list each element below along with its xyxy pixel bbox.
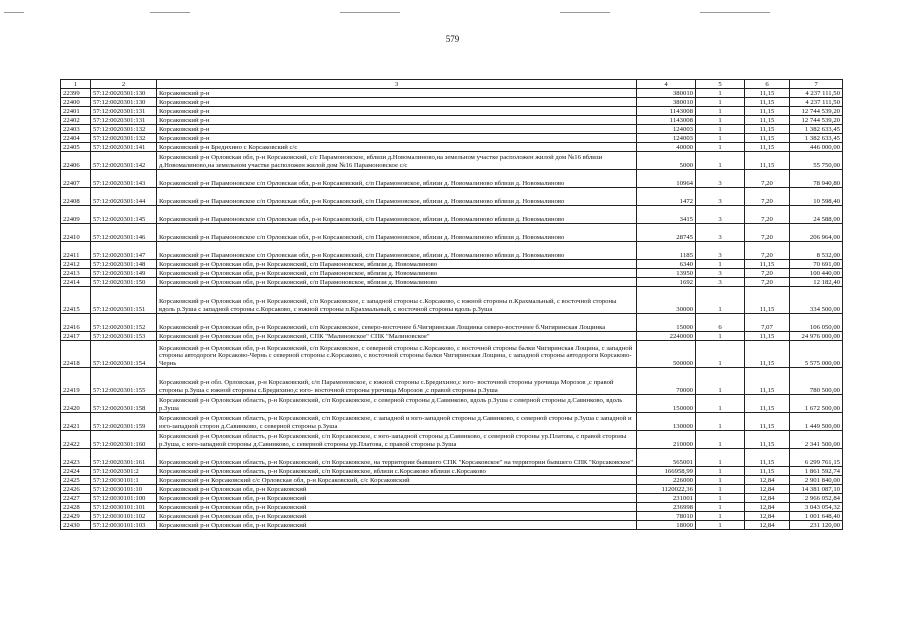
category-value: 3 [696, 206, 745, 224]
scan-artifact [340, 12, 400, 13]
cadastral-value: 206 964,00 [790, 224, 843, 242]
scan-artifact [560, 12, 610, 13]
area-value: 124003 [637, 125, 696, 134]
area-value: 150000 [637, 395, 696, 413]
location-description: Корсаковский р-н Орловская область, р-н Корсаковский, с/п Корсаковское, на территории бывшего СПК "Корсаковское" на территории бывшего СПК "Корсаковское" [157, 449, 637, 467]
category-value: 1 [696, 134, 745, 143]
table-row [61, 143, 843, 152]
rate-value: 11,15 [745, 152, 790, 170]
category-value: 6 [696, 314, 745, 332]
cadastral-number: 57:12:0020301:145 [91, 206, 157, 224]
cadastral-number: 57:12:0020301:153 [91, 332, 157, 341]
cadastral-value: 231 120,00 [790, 521, 843, 530]
cadastral-number: 57:12:0020301:130 [91, 89, 157, 98]
category-value: 1 [696, 521, 745, 530]
area-value: 1185 [637, 242, 696, 260]
rate-value: 12,84 [745, 521, 790, 530]
rate-value: 7,07 [745, 314, 790, 332]
cadastral-value: 24 588,00 [790, 206, 843, 224]
area-value: 15000 [637, 314, 696, 332]
rate-value: 12,84 [745, 476, 790, 485]
table-row [61, 206, 843, 224]
cadastral-value: 446 000,00 [790, 143, 843, 152]
row-number: 22402 [61, 116, 91, 125]
table-row [61, 332, 843, 341]
category-value: 1 [696, 431, 745, 449]
category-value: 1 [696, 503, 745, 512]
page-number: 579 [445, 34, 460, 44]
category-value: 1 [696, 485, 745, 494]
cadastral-value: 12 744 539,20 [790, 116, 843, 125]
area-value: 3415 [637, 206, 696, 224]
row-number: 22417 [61, 332, 91, 341]
row-number: 22414 [61, 278, 91, 287]
category-value: 1 [696, 89, 745, 98]
location-description: Корсаковский р-н Бредихино с Корсаковский с/с [157, 143, 637, 152]
location-description: Корсаковский р-н Парамоновское с/п Орловская обл, р-н Корсаковский, с/п Парамоновское, вблизи д. Новомалиново вблизи д. Новомалиново [157, 224, 637, 242]
category-value: 1 [696, 467, 745, 476]
cadastral-value: 4 237 111,50 [790, 98, 843, 107]
cadastral-number: 57:12:0030101:102 [91, 512, 157, 521]
row-number: 22407 [61, 170, 91, 188]
cadastral-number: 57:12:0020301:2 [91, 467, 157, 476]
cadastral-value: 106 050,00 [790, 314, 843, 332]
row-number: 22420 [61, 395, 91, 413]
area-value: 166958,99 [637, 467, 696, 476]
category-value: 1 [696, 476, 745, 485]
category-value: 1 [696, 395, 745, 413]
rate-value: 11,15 [745, 287, 790, 314]
area-value: 380010 [637, 89, 696, 98]
cadastral-number: 57:12:0020301:150 [91, 278, 157, 287]
cadastral-number: 57:12:0020301:131 [91, 107, 157, 116]
rate-value: 7,20 [745, 170, 790, 188]
row-number: 22424 [61, 467, 91, 476]
location-description: Корсаковский р-н [157, 134, 637, 143]
category-value: 1 [696, 332, 745, 341]
cadastral-number: 57:12:0020301:161 [91, 449, 157, 467]
table-row [61, 107, 843, 116]
category-value: 3 [696, 278, 745, 287]
row-number: 22430 [61, 521, 91, 530]
table-row [61, 116, 843, 125]
rate-value: 11,15 [745, 143, 790, 152]
area-value: 28745 [637, 224, 696, 242]
area-value: 500000 [637, 341, 696, 368]
cadastral-value: 2 966 052,84 [790, 494, 843, 503]
area-value: 5000 [637, 152, 696, 170]
cadastral-number: 57:12:0020301:130 [91, 98, 157, 107]
rate-value: 11,15 [745, 341, 790, 368]
location-description: Корсаковский р-н [157, 125, 637, 134]
column-header: 1 [61, 80, 91, 89]
category-value: 1 [696, 116, 745, 125]
area-value: 380010 [637, 98, 696, 107]
table-row [61, 467, 843, 476]
area-value: 40000 [637, 143, 696, 152]
area-value: 1692 [637, 278, 696, 287]
cadastral-value: 24 976 000,00 [790, 332, 843, 341]
row-number: 22410 [61, 224, 91, 242]
cadastral-number: 57:12:0020301:149 [91, 269, 157, 278]
row-number: 22418 [61, 341, 91, 368]
category-value: 1 [696, 512, 745, 521]
category-value: 3 [696, 170, 745, 188]
cadastral-value: 334 500,00 [790, 287, 843, 314]
area-value: 1472 [637, 188, 696, 206]
table-row [61, 341, 843, 368]
cadastral-number: 57:12:0020301:155 [91, 368, 157, 395]
table-row [61, 494, 843, 503]
location-description: Корсаковский р-н Орловская обл, р-н Корсаковский [157, 485, 637, 494]
rate-value: 11,15 [745, 332, 790, 341]
cadastral-value: 78 940,80 [790, 170, 843, 188]
area-value: 124003 [637, 134, 696, 143]
location-description: Корсаковский р-н [157, 107, 637, 116]
rate-value: 12,84 [745, 494, 790, 503]
cadastral-number: 57:12:0020301:144 [91, 188, 157, 206]
cadastral-number: 57:12:0020301:141 [91, 143, 157, 152]
cadastral-number: 57:12:0020301:158 [91, 395, 157, 413]
cadastral-value: 2 901 840,00 [790, 476, 843, 485]
cadastral-value: 1 449 500,00 [790, 413, 843, 431]
table-row [61, 152, 843, 170]
location-description: Корсаковский р-н Орловская обл, р-н Корсаковский [157, 512, 637, 521]
row-number: 22428 [61, 503, 91, 512]
table-row [61, 287, 843, 314]
table-row [61, 449, 843, 467]
cadastral-value: 780 500,00 [790, 368, 843, 395]
row-number: 22412 [61, 260, 91, 269]
row-number: 22421 [61, 413, 91, 431]
cadastral-number: 57:12:0020301:147 [91, 242, 157, 260]
category-value: 1 [696, 260, 745, 269]
rate-value: 11,15 [745, 431, 790, 449]
area-value: 130000 [637, 413, 696, 431]
table-row [61, 485, 843, 494]
area-value: 10964 [637, 170, 696, 188]
location-description: Корсаковский р-н Орловская обл, р-н Корсаковский, с/п Парамоновское, вблизи д. Новомалиново [157, 260, 637, 269]
area-value: 210000 [637, 431, 696, 449]
category-value: 3 [696, 224, 745, 242]
row-number: 22411 [61, 242, 91, 260]
location-description: Корсаковский р-н Орловская область, р-н Корсаковский, с/п Корсаковское, вблизи с.Корсаково вблизи с.Корсаково [157, 467, 637, 476]
location-description: Корсаковский р-н Орловская область, р-н Корсаковский, с/п Корсаковское, с западной и юго-западной стороны д.Савинково, с северной стороны р.Зуша с западной и юго-западной сторон д.Савинково, с северной стороны р.Зуша [157, 413, 637, 431]
table-row [61, 269, 843, 278]
location-description: Корсаковский р-н Орловская обл, р-н Корсаковский [157, 521, 637, 530]
table-row [61, 125, 843, 134]
row-number: 22423 [61, 449, 91, 467]
row-number: 22413 [61, 269, 91, 278]
table-row [61, 242, 843, 260]
cadastral-number: 57:12:0020301:132 [91, 125, 157, 134]
category-value: 1 [696, 413, 745, 431]
column-header: 2 [91, 80, 157, 89]
row-number: 22406 [61, 152, 91, 170]
table-row [61, 260, 843, 269]
column-header: 6 [745, 80, 790, 89]
row-number: 22416 [61, 314, 91, 332]
rate-value: 11,15 [745, 395, 790, 413]
rate-value: 11,15 [745, 413, 790, 431]
category-value: 1 [696, 341, 745, 368]
cadastral-value: 70 691,00 [790, 260, 843, 269]
column-header: 3 [157, 80, 637, 89]
rate-value: 12,84 [745, 512, 790, 521]
area-value: 236998 [637, 503, 696, 512]
location-description: Корсаковский р-н Корсаковский с/с Орловская обл, р-н Корсаковский, с/с Корсаковский [157, 476, 637, 485]
cadastral-number: 57:12:0020301:152 [91, 314, 157, 332]
table-row [61, 395, 843, 413]
area-value: 226000 [637, 476, 696, 485]
table-row [61, 224, 843, 242]
rate-value: 11,15 [745, 368, 790, 395]
land-registry-table [60, 79, 843, 530]
cadastral-value: 100 440,00 [790, 269, 843, 278]
location-description: Корсаковский р-н Орловская обл, р-н Корсаковский, с/п Корсаковское, с северной стороны с.Корсаково, с восточной стороны балки Чигиринская Лощина, с западной стороны автодороги Корсаково-Чернь с северной стороны с.Корсаково, с восточной стороны балки Чигиринская Лощина, с западной стороны автодороги Корсаково-Чернь [157, 341, 637, 368]
category-value: 3 [696, 188, 745, 206]
category-value: 1 [696, 98, 745, 107]
row-number: 22415 [61, 287, 91, 314]
row-number: 22405 [61, 143, 91, 152]
row-number: 22404 [61, 134, 91, 143]
category-value: 1 [696, 368, 745, 395]
column-header: 4 [637, 80, 696, 89]
rate-value: 11,15 [745, 98, 790, 107]
cadastral-number: 57:12:0030101:101 [91, 503, 157, 512]
location-description: Корсаковский р-н [157, 89, 637, 98]
cadastral-value: 1 382 633,45 [790, 125, 843, 134]
location-description: Корсаковский р-н Орловская обл, р-н Корсаковский, СПК "Малиновское" СПК "Малиновское" [157, 332, 637, 341]
category-value: 1 [696, 143, 745, 152]
location-description: Корсаковский р-н Орловская обл, р-н Корсаковский [157, 503, 637, 512]
table-row [61, 89, 843, 98]
area-value: 78010 [637, 512, 696, 521]
area-value: 18000 [637, 521, 696, 530]
area-value: 231001 [637, 494, 696, 503]
rate-value: 7,20 [745, 188, 790, 206]
row-number: 22409 [61, 206, 91, 224]
category-value: 1 [696, 125, 745, 134]
row-number: 22401 [61, 107, 91, 116]
scan-artifact [4, 12, 24, 13]
rate-value: 12,84 [745, 503, 790, 512]
cadastral-number: 57:12:0020301:148 [91, 260, 157, 269]
area-value: 6340 [637, 260, 696, 269]
area-value: 70000 [637, 368, 696, 395]
cadastral-number: 57:12:0030101:103 [91, 521, 157, 530]
area-value: 565001 [637, 449, 696, 467]
rate-value: 7,20 [745, 278, 790, 287]
category-value: 1 [696, 449, 745, 467]
table-row [61, 314, 843, 332]
location-description: Корсаковский р-н Орловская обл, р-н Корсаковский, с/п Парамоновское, вблизи д. Новомалиново [157, 269, 637, 278]
cadastral-value: 2 341 500,00 [790, 431, 843, 449]
cadastral-number: 57:12:0020301:154 [91, 341, 157, 368]
rate-value: 7,20 [745, 206, 790, 224]
row-number: 22419 [61, 368, 91, 395]
table-row [61, 98, 843, 107]
cadastral-number: 57:12:0020301:151 [91, 287, 157, 314]
location-description: Корсаковский р-н Орловская обл, р-н Корсаковский, с/п Корсаковское, северо-восточнее б.Чигиринская Лощинка северо-восточнее б.Чигиринская Лощинка [157, 314, 637, 332]
area-value: 1143008 [637, 107, 696, 116]
row-number: 22429 [61, 512, 91, 521]
cadastral-value: 1 001 648,40 [790, 512, 843, 521]
row-number: 22408 [61, 188, 91, 206]
cadastral-value: 10 598,40 [790, 188, 843, 206]
rate-value: 11,15 [745, 125, 790, 134]
rate-value: 12,84 [745, 485, 790, 494]
cadastral-value: 3 043 054,32 [790, 503, 843, 512]
cadastral-value: 1 672 500,00 [790, 395, 843, 413]
cadastral-number: 57:12:0020301:146 [91, 224, 157, 242]
cadastral-value: 12 744 539,20 [790, 107, 843, 116]
rate-value: 7,20 [745, 269, 790, 278]
table-row [61, 413, 843, 431]
category-value: 1 [696, 494, 745, 503]
rate-value: 11,15 [745, 449, 790, 467]
cadastral-number: 57:12:0020301:132 [91, 134, 157, 143]
area-value: 1120022,36 [637, 485, 696, 494]
rate-value: 7,20 [745, 224, 790, 242]
cadastral-number: 57:12:0020301:131 [91, 116, 157, 125]
cadastral-number: 57:12:0020301:159 [91, 413, 157, 431]
location-description: Корсаковский р-н Орловская обл, р-н Корсаковский, с/п Парамоновское, вблизи д. Новомалиново [157, 278, 637, 287]
row-number: 22425 [61, 476, 91, 485]
location-description: Корсаковский р-н Орловская обл, р-н Корсаковский [157, 494, 637, 503]
location-description: Корсаковский р-н [157, 98, 637, 107]
scan-artifact [150, 12, 190, 13]
table-row [61, 476, 843, 485]
location-description: Корсаковский р-н Орловская обл, р-н Корсаковский, с/п Корсаковское, с западной стороны с.Корсаково, с южной стороны п.Крахмальный, с восточной стороны вдоль р.Зуша с западной стороны с.Корсаково, с южной стороны п.Крахмальный, с восточной стороны вдоль р.Зуша [157, 287, 637, 314]
row-number: 22427 [61, 494, 91, 503]
area-value: 13950 [637, 269, 696, 278]
row-number: 22403 [61, 125, 91, 134]
location-description: Корсаковский р-н Орловская область, р-н Корсаковский, с/п Корсаковское, с северной стороны д.Савинково, вдоль р.Зуша с северной стороны д.Савинково, вдоль р.Зуша [157, 395, 637, 413]
category-value: 1 [696, 107, 745, 116]
column-header: 5 [696, 80, 745, 89]
location-description: Корсаковский р-н Парамоновское с/п Орловская обл, р-н Корсаковский, с/п Парамоновское, вблизи д. Новомалиново вблизи д. Новомалиново [157, 188, 637, 206]
location-description: Корсаковский р-н Парамоновское с/п Орловская обл, р-н Корсаковский, с/п Парамоновское, вблизи д. Новомалиново вблизи д. Новомалиново [157, 170, 637, 188]
cadastral-value: 5 575 000,00 [790, 341, 843, 368]
cadastral-value: 8 532,00 [790, 242, 843, 260]
row-number: 22399 [61, 89, 91, 98]
cadastral-number: 57:12:0030101:1 [91, 476, 157, 485]
cadastral-number: 57:12:0030101:10 [91, 485, 157, 494]
cadastral-value: 1 861 592,74 [790, 467, 843, 476]
rate-value: 7,20 [745, 242, 790, 260]
location-description: Корсаковский р-н обл. Орловская, р-н Корсаковский, с/п Парамоновское, с южной стороны с.Бредихино,с юго- восточной стороны урочища Морозов ,с правой стороны р.Зуша с южной стороны с.Бредихино,с юго- восточной стороны урочища Морозов ,с правой стороны р.Зуша [157, 368, 637, 395]
location-description: Корсаковский р-н Парамоновское с/п Орловская обл, р-н Корсаковский, с/п Парамоновское, вблизи д. Новомалиново вблизи д. Новомалиново [157, 206, 637, 224]
location-description: Корсаковский р-н Орловская область, р-н Корсаковский, с/п Корсаковское, с юго-западной стороны д.Савинково, с северной стороны ур.Платова, с правой стороны р.Зуша, с юго-западной стороны д.Савинково, с северной стороны ур.Платова, с правой стороны р.Зуша [157, 431, 637, 449]
category-value: 3 [696, 269, 745, 278]
category-value: 1 [696, 287, 745, 314]
table-row [61, 170, 843, 188]
table-row [61, 503, 843, 512]
rate-value: 11,15 [745, 116, 790, 125]
location-description: Корсаковский р-н [157, 116, 637, 125]
table-row [61, 188, 843, 206]
cadastral-number: 57:12:0020301:143 [91, 170, 157, 188]
table-row [61, 368, 843, 395]
category-value: 1 [696, 152, 745, 170]
row-number: 22422 [61, 431, 91, 449]
rate-value: 11,15 [745, 107, 790, 116]
cadastral-number: 57:12:0020301:160 [91, 431, 157, 449]
category-value: 3 [696, 242, 745, 260]
cadastral-value: 6 299 761,15 [790, 449, 843, 467]
table-row [61, 278, 843, 287]
table-row [61, 521, 843, 530]
cadastral-value: 1 382 633,45 [790, 134, 843, 143]
table-row [61, 512, 843, 521]
cadastral-value: 55 750,00 [790, 152, 843, 170]
table-row [61, 431, 843, 449]
rate-value: 11,15 [745, 260, 790, 269]
rate-value: 11,15 [745, 134, 790, 143]
cadastral-number: 57:12:0030101:100 [91, 494, 157, 503]
table-header-row [61, 80, 843, 89]
table-row [61, 134, 843, 143]
row-number: 22400 [61, 98, 91, 107]
area-value: 2240000 [637, 332, 696, 341]
row-number: 22426 [61, 485, 91, 494]
column-header: 7 [790, 80, 843, 89]
location-description: Корсаковский р-н Парамоновское с/п Орловская обл, р-н Корсаковский, с/п Парамоновское, вблизи д. Новомалиново вблизи д. Новомалиново [157, 242, 637, 260]
cadastral-value: 4 237 111,50 [790, 89, 843, 98]
rate-value: 11,15 [745, 467, 790, 476]
area-value: 1143008 [637, 116, 696, 125]
cadastral-number: 57:12:0020301:142 [91, 152, 157, 170]
area-value: 30000 [637, 287, 696, 314]
location-description: Корсаковский р-н Орловская обл, р-н Корсаковский, с/с Парамоновское, вблизи д.Новомалиново,на земельном участке расположен жилой дом №16 вблизи д.Новомалиново,на земельном участке расположен жилой дом №16 Парамоновское с/с [157, 152, 637, 170]
cadastral-value: 14 381 087,10 [790, 485, 843, 494]
cadastral-value: 12 182,40 [790, 278, 843, 287]
scan-artifact [700, 12, 770, 13]
rate-value: 11,15 [745, 89, 790, 98]
